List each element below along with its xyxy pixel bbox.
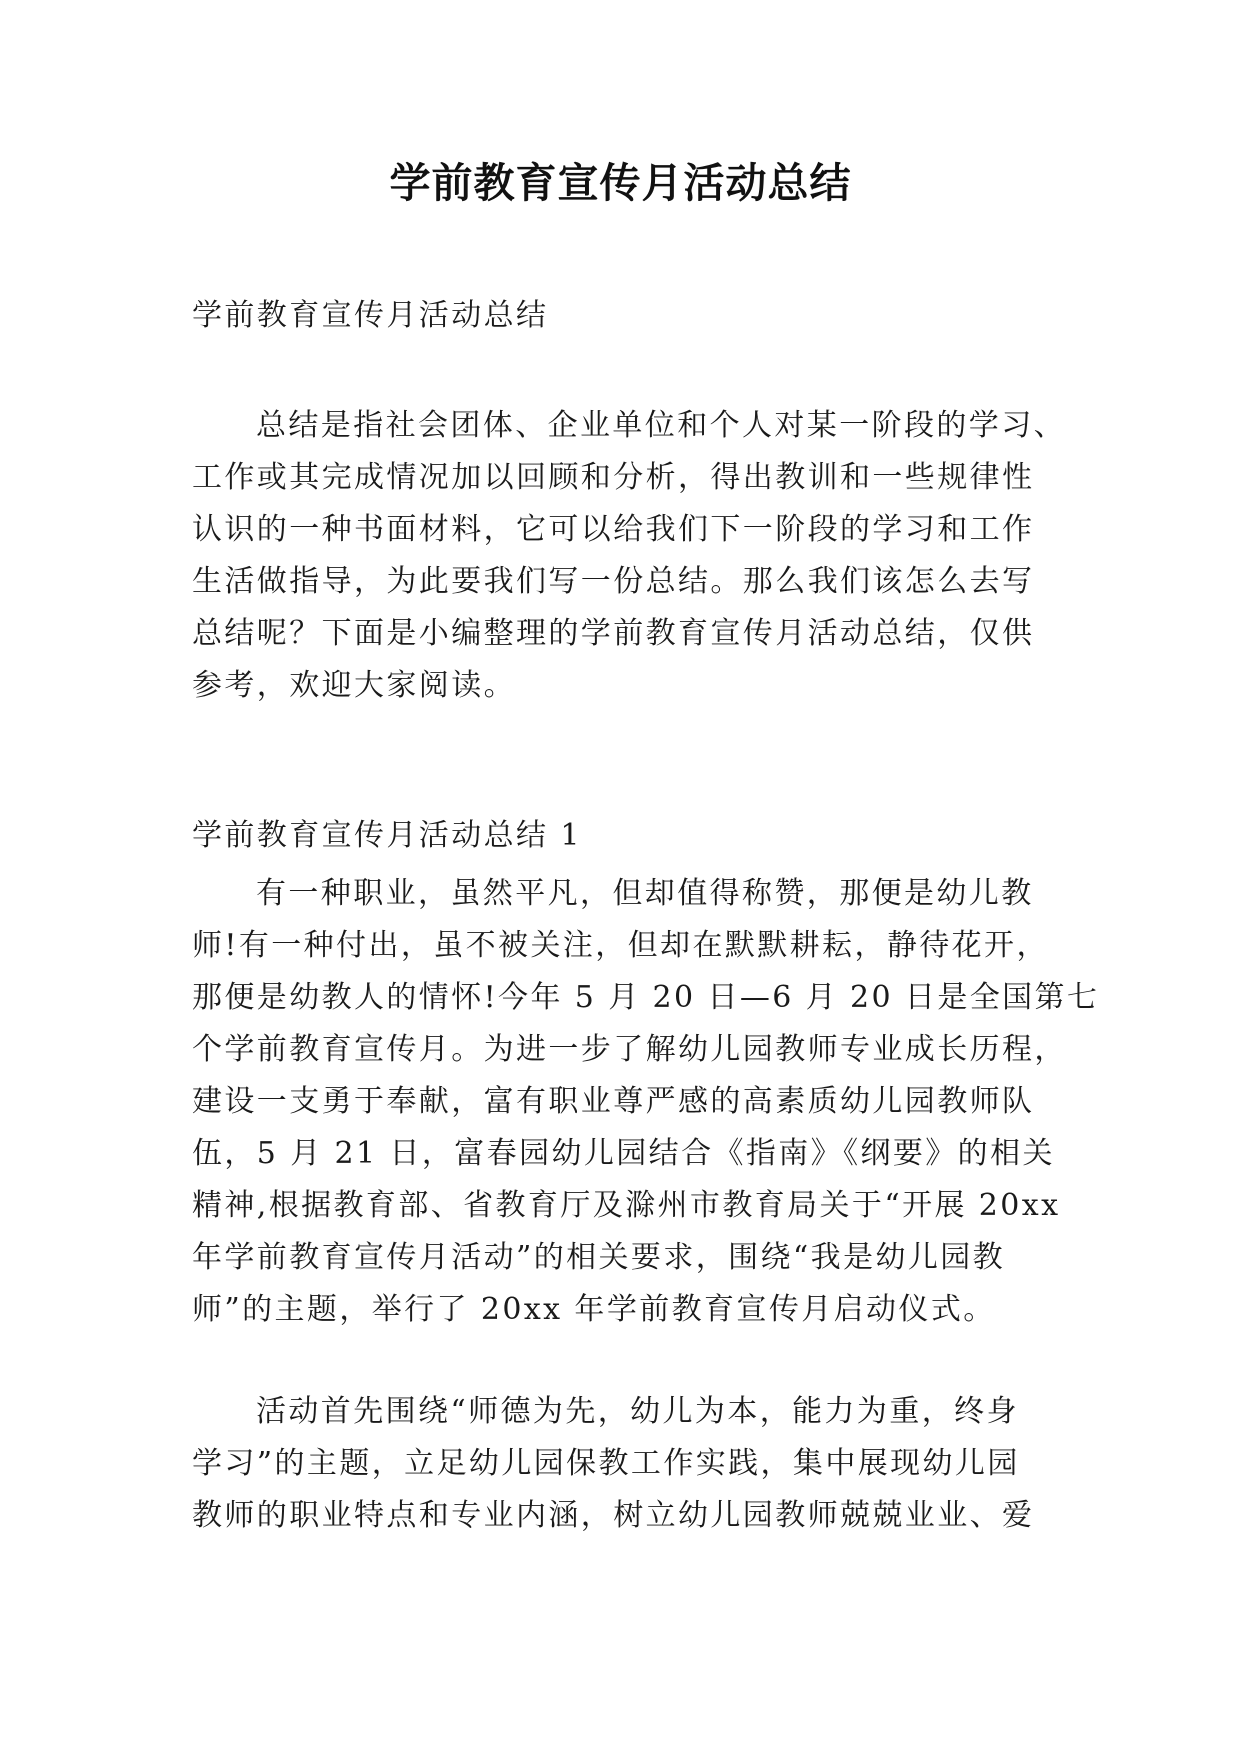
section-1-heading xyxy=(192,810,1058,862)
document-subtitle xyxy=(192,290,1058,342)
paragraph-line: 年学前教育宣传月活动”的相关要求，围绕“我是幼儿园教 xyxy=(192,1240,1006,1275)
section-1-title: 学前教育宣传月活动总结 1 xyxy=(192,818,582,853)
paragraph-line: 教师的职业特点和专业内涵，树立幼儿园教师兢兢业业、爱 xyxy=(192,1498,1035,1533)
paragraph-line: 个学前教育宣传月。为进一步了解幼儿园教师专业成长历程， xyxy=(192,1032,1067,1067)
paragraph-line: 学习”的主题，立足幼儿园保教工作实践，集中展现幼儿园 xyxy=(192,1446,1020,1481)
paragraph-line: 师”的主题，举行了 20xx 年学前教育宣传月启动仪式。 xyxy=(192,1292,996,1327)
subtitle-text: 学前教育宣传月活动总结 xyxy=(192,298,549,333)
paragraph-line: 活动首先围绕“师德为先，幼儿为本，能力为重，终身 xyxy=(256,1394,1019,1429)
paragraph-line: 师!有一种付出，虽不被关注，但却在默默耕耘，静待花开， xyxy=(192,928,1049,963)
paragraph-line: 精神,根据教育部、省教育厅及滁州市教育局关于“开展 20xx xyxy=(192,1188,1061,1223)
paragraph-line: 有一种职业，虽然平凡，但却值得称赞，那便是幼儿教 xyxy=(256,876,1034,911)
paragraph-line: 伍，5 月 21 日，富春园幼儿园结合《指南》《纲要》的相关 xyxy=(192,1136,1055,1171)
intro-line: 工作或其完成情况加以回顾和分析，得出教训和一些规律性 xyxy=(192,460,1035,495)
section-1-paragraph-2 xyxy=(192,1386,1058,1542)
intro-line: 参考，欢迎大家阅读。 xyxy=(192,668,516,703)
paragraph-line: 建设一支勇于奉献，富有职业尊严感的高素质幼儿园教师队 xyxy=(192,1084,1035,1119)
document-title: 学前教育宣传月活动总结 xyxy=(389,159,852,207)
section-1-paragraph-1 xyxy=(192,868,1100,1336)
intro-line: 总结是指社会团体、企业单位和个人对某一阶段的学习、 xyxy=(256,408,1066,443)
intro-line: 总结呢？下面是小编整理的学前教育宣传月活动总结，仅供 xyxy=(192,616,1035,651)
intro-line: 生活做指导，为此要我们写一份总结。那么我们该怎么去写 xyxy=(192,564,1035,599)
intro-line: 认识的一种书面材料，它可以给我们下一阶段的学习和工作 xyxy=(192,512,1035,547)
paragraph-line: 那便是幼教人的情怀!今年 5 月 20 日—6 月 20 日是全国第七 xyxy=(192,980,1100,1015)
intro-paragraph xyxy=(192,400,1066,712)
